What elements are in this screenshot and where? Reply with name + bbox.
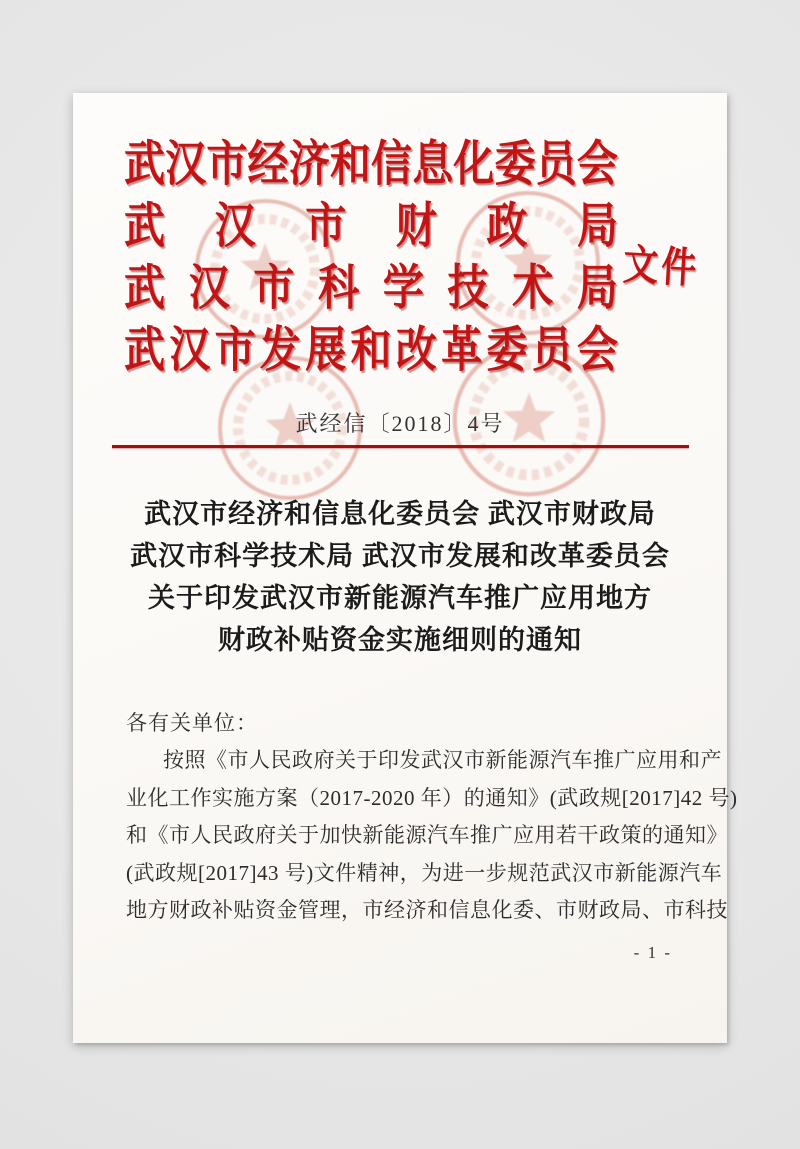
page-number: - 1 - [633,943,672,962]
body-line: 按照《市人民政府关于印发武汉市新能源汽车推广应用和产 [163,748,722,772]
letterhead-document-label: 文件 [622,241,701,293]
body-line: 和《市人民政府关于加快新能源汽车推广应用若干政策的通知》 [126,823,728,847]
document-title [73,493,727,661]
letterhead-agency-line: 武 汉 市 财 政 局 [124,198,618,253]
body-line: 业化工作实施方案（2017-2020 年）的通知》(武政规[2017]42 号) [126,785,738,810]
letterhead-agency-list [124,135,618,383]
body-paragraph [126,742,738,930]
document-title-line: 关于印发武汉市新能源汽车推广应用地方 [148,583,652,613]
letterhead-divider-rule [112,445,689,448]
letterhead-agency-line: 武 汉 市 发 展 和 改 革 委 员 会 [124,322,618,377]
letterhead-agency-line: 武 汉 市 科 学 技 术 局 [124,260,618,315]
document-number: 武经信〔2018〕4号 [295,411,505,436]
salutation: 各有关单位： [126,711,258,735]
document-title-line: 财政补贴资金实施细则的通知 [218,625,582,655]
document-page [73,93,738,1043]
letterhead-agency-line: 武 汉 市 经 济 和 信 息 化 委 员 会 [124,136,618,191]
document-title-line: 武汉市经济和信息化委员会 武汉市财政局 [144,499,656,529]
document-title-line: 武汉市科学技术局 武汉市发展和改革委员会 [130,541,670,571]
body-line: (武政规[2017]43 号)文件精神，为进一步规范武汉市新能源汽车 [126,860,723,885]
body-line: 地方财政补贴资金管理，市经济和信息化委、市财政局、市科技 [126,898,728,922]
